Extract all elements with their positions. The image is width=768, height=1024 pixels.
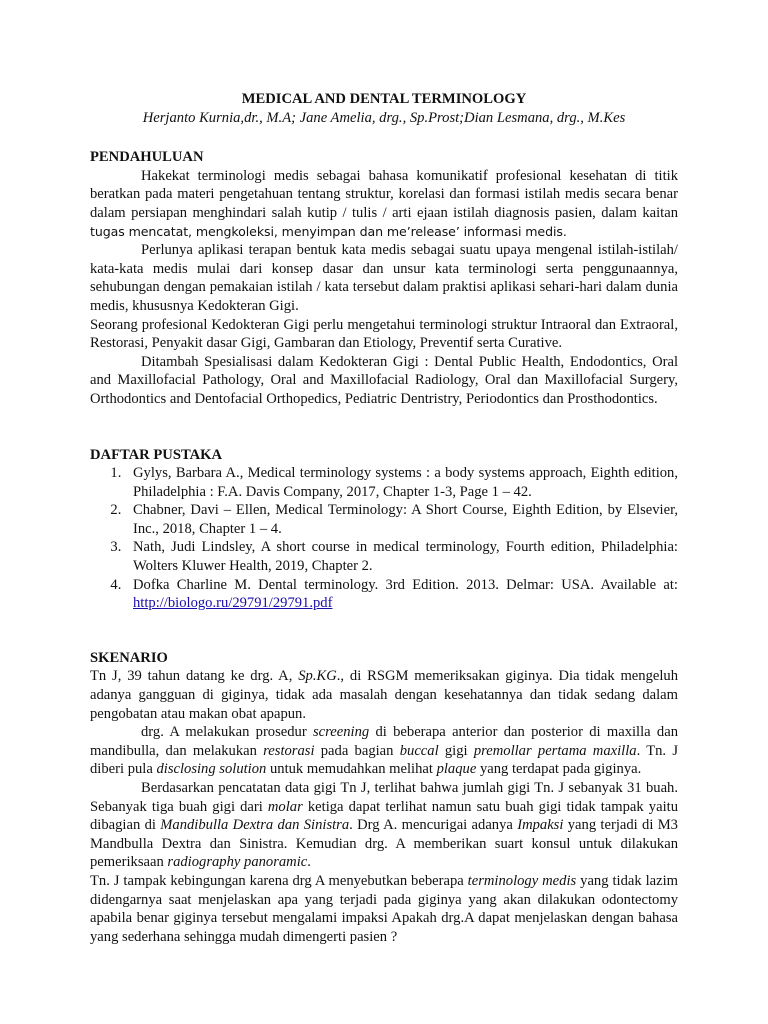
reference-item: 3. Nath, Judi Lindsley, A short course in medical terminology, Fourth edition, Philadelphia: Wolters Kluwer Health, 2019, Chapter 2. bbox=[125, 538, 678, 575]
pendahuluan-paragraph-4: Ditambah Spesialisasi dalam Kedokteran Gigi : Dental Public Health, Endodontics, Oral and Maxillofacial Pathology, Oral and Maxillofacial Radiology, Oral dan Maxillofacial Surgery, Orthodontics and Dentofacial Orthopedics, Pediatric Dentristry, Periodontics dan Prosthodontics. bbox=[90, 353, 678, 407]
skenario-paragraph-4: Tn. J tampak kebingungan karena drg A menyebutkan beberapa terminology medis yang tidak lazim didengarnya saat menjelaskan apa yang terjadi pada giginya yang akan dilakukan odontectomy apabila benar giginya tersebut mengalami impaksi Apakah drg.A dapat menjelaskan dengan bahasa yang sederhana sehingga mudah dimengerti pasien ? bbox=[90, 872, 678, 945]
skenario-paragraph-1: Tn J, 39 tahun datang ke drg. A, Sp.KG., di RSGM memeriksakan giginya. Dia tidak mengeluh adanya gangguan di giginya, tidak ada masalah dengan kesehatannya dan tidak sedang dalam pengobatan atau makan obat apapun. bbox=[90, 668, 679, 722]
reference-item: 1. Gylys, Barbara A., Medical terminology systems : a body systems approach, Eighth edition, Philadelphia : F.A. Davis Company, 2017, Chapter 1-3, Page 1 – 42. bbox=[125, 464, 678, 501]
skenario-paragraph-3: Berdasarkan pencatatan data gigi Tn J, terlihat bahwa jumlah gigi Tn. J sebanyak 31 buah. Sebanyak tiga buah gigi dari molar ketiga dapat terlihat namun satu buah gigi tidak tampak yaitu dibagian di Mandibulla Dextra dan Sinistra. Drg A. mencurigai adanya Impaksi yang terjadi di M3 Mandbulla Dextra dan Sinistra. Kemudian drg. A memberikan suart konsul untuk dilakukan pemeriksaan radiography panoramic. bbox=[90, 780, 678, 871]
heading-pendahuluan: PENDAHULUAN bbox=[90, 149, 204, 166]
reference-item: 4. Dofka Charline M. Dental terminology. 3rd Edition. 2013. Delmar: USA. Available at: http://biologo.ru/29791/29791.pdf bbox=[125, 576, 678, 613]
document-authors: Herjanto Kurnia,dr., M.A; Jane Amelia, drg., Sp.Prost;Dian Lesmana, drg., M.Kes bbox=[142, 109, 626, 126]
reference-list bbox=[90, 464, 678, 613]
heading-daftar-pustaka: DAFTAR PUSTAKA bbox=[90, 446, 223, 463]
pendahuluan-paragraph-1: Hakekat terminologi medis sebagai bahasa komunikatif profesional kesehatan di titik beratkan pada materi pengetahuan tentang struktur, korelasi dan formasi istilah medis secara benar dalam persiapan menghindari salah kutip / tulis / arti ejaan istilah diagnosis pasien, dalam kaitan tugas mencatat, mengkoleksi, menyimpan dan me’release’ informasi medis. bbox=[90, 167, 678, 239]
heading-skenario: SKENARIO bbox=[90, 649, 168, 666]
document-title: MEDICAL AND DENTAL TERMINOLOGY bbox=[241, 91, 527, 107]
skenario-paragraph-2: drg. A melakukan prosedur screening di beberapa anterior dan posterior di maxilla dan mandibulla, dan melakukan restorasi pada bagian buccal gigi premollar pertama maxilla. Tn. J diberi pula disclosing solution untuk memudahkan melihat plaque yang terdapat pada giginya. bbox=[90, 724, 678, 778]
pendahuluan-paragraph-2: Perlunya aplikasi terapan bentuk kata medis sebagai suatu upaya mengenal istilah-istilah/ kata-kata medis mulai dari konsep dasar dan unsur kata terminologi serta penggunaannya, sehubungan dengan pemakaian istilah / kata tersebut dalam praktisi aplikasi sehari-hari dalam dunia medis, khususnya Kedokteran Gigi. bbox=[90, 242, 678, 314]
reference-link[interactable]: http://biologo.ru/29791/29791.pdf bbox=[133, 595, 333, 612]
pendahuluan-paragraph-3: Seorang profesional Kedokteran Gigi perlu mengetahui terminologi struktur Intraoral dan Extraoral, Restorasi, Penyakit dasar Gigi, Gambaran dan Etiology, Preventif serta Curative. bbox=[90, 316, 678, 352]
document-page bbox=[90, 90, 678, 946]
reference-item: 2. Chabner, Davi – Ellen, Medical Terminology: A Short Course, Eighth Edition, by Elsevier, Inc., 2018, Chapter 1 – 4. bbox=[125, 501, 678, 538]
